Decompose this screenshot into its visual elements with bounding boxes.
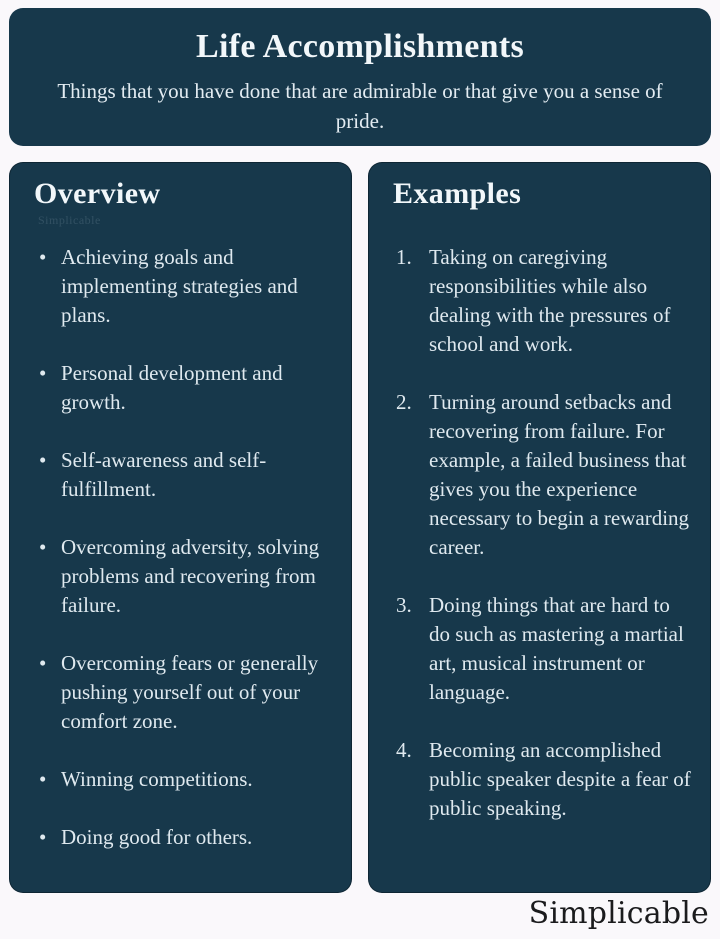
page-subtitle: Things that you have done that are admirable or that give you a sense of pride. bbox=[57, 79, 663, 134]
list-item: Turning around setbacks and recovering from failure. For example, a failed business that gives you the experience necessary to begin a rewarding career. bbox=[429, 390, 690, 559]
examples-heading: Examples bbox=[393, 177, 522, 210]
examples-list bbox=[393, 243, 694, 823]
overview-card bbox=[9, 162, 352, 893]
page-title: Life Accomplishments bbox=[195, 28, 525, 65]
list-item: • Self-awareness and self-fulfillment. bbox=[34, 446, 335, 504]
content-columns bbox=[9, 162, 711, 893]
list-item: • Overcoming fears or generally pushing yourself out of your comfort zone. bbox=[34, 649, 335, 736]
list-item: • Achieving goals and implementing strategies and plans. bbox=[34, 243, 335, 330]
list-item: • Doing good for others. bbox=[34, 823, 335, 852]
brand-logo: Simplicable bbox=[528, 896, 709, 931]
header-card bbox=[9, 8, 711, 146]
list-item: • Winning competitions. bbox=[34, 765, 335, 794]
overview-heading: Overview bbox=[34, 177, 161, 210]
list-item: Taking on caregiving responsibilities while also dealing with the pressures of school and work. bbox=[429, 245, 671, 356]
list-item: Doing things that are hard to do such as mastering a martial art, musical instrument or language. bbox=[429, 593, 684, 704]
footer bbox=[9, 893, 711, 931]
examples-card bbox=[368, 162, 711, 893]
list-item: Becoming an accomplished public speaker despite a fear of public speaking. bbox=[429, 738, 691, 820]
overview-list bbox=[34, 243, 335, 852]
watermark-text: Simplicable bbox=[38, 213, 101, 227]
list-item: • Personal development and growth. bbox=[34, 359, 335, 417]
list-item: • Overcoming adversity, solving problems and recovering from failure. bbox=[34, 533, 335, 620]
